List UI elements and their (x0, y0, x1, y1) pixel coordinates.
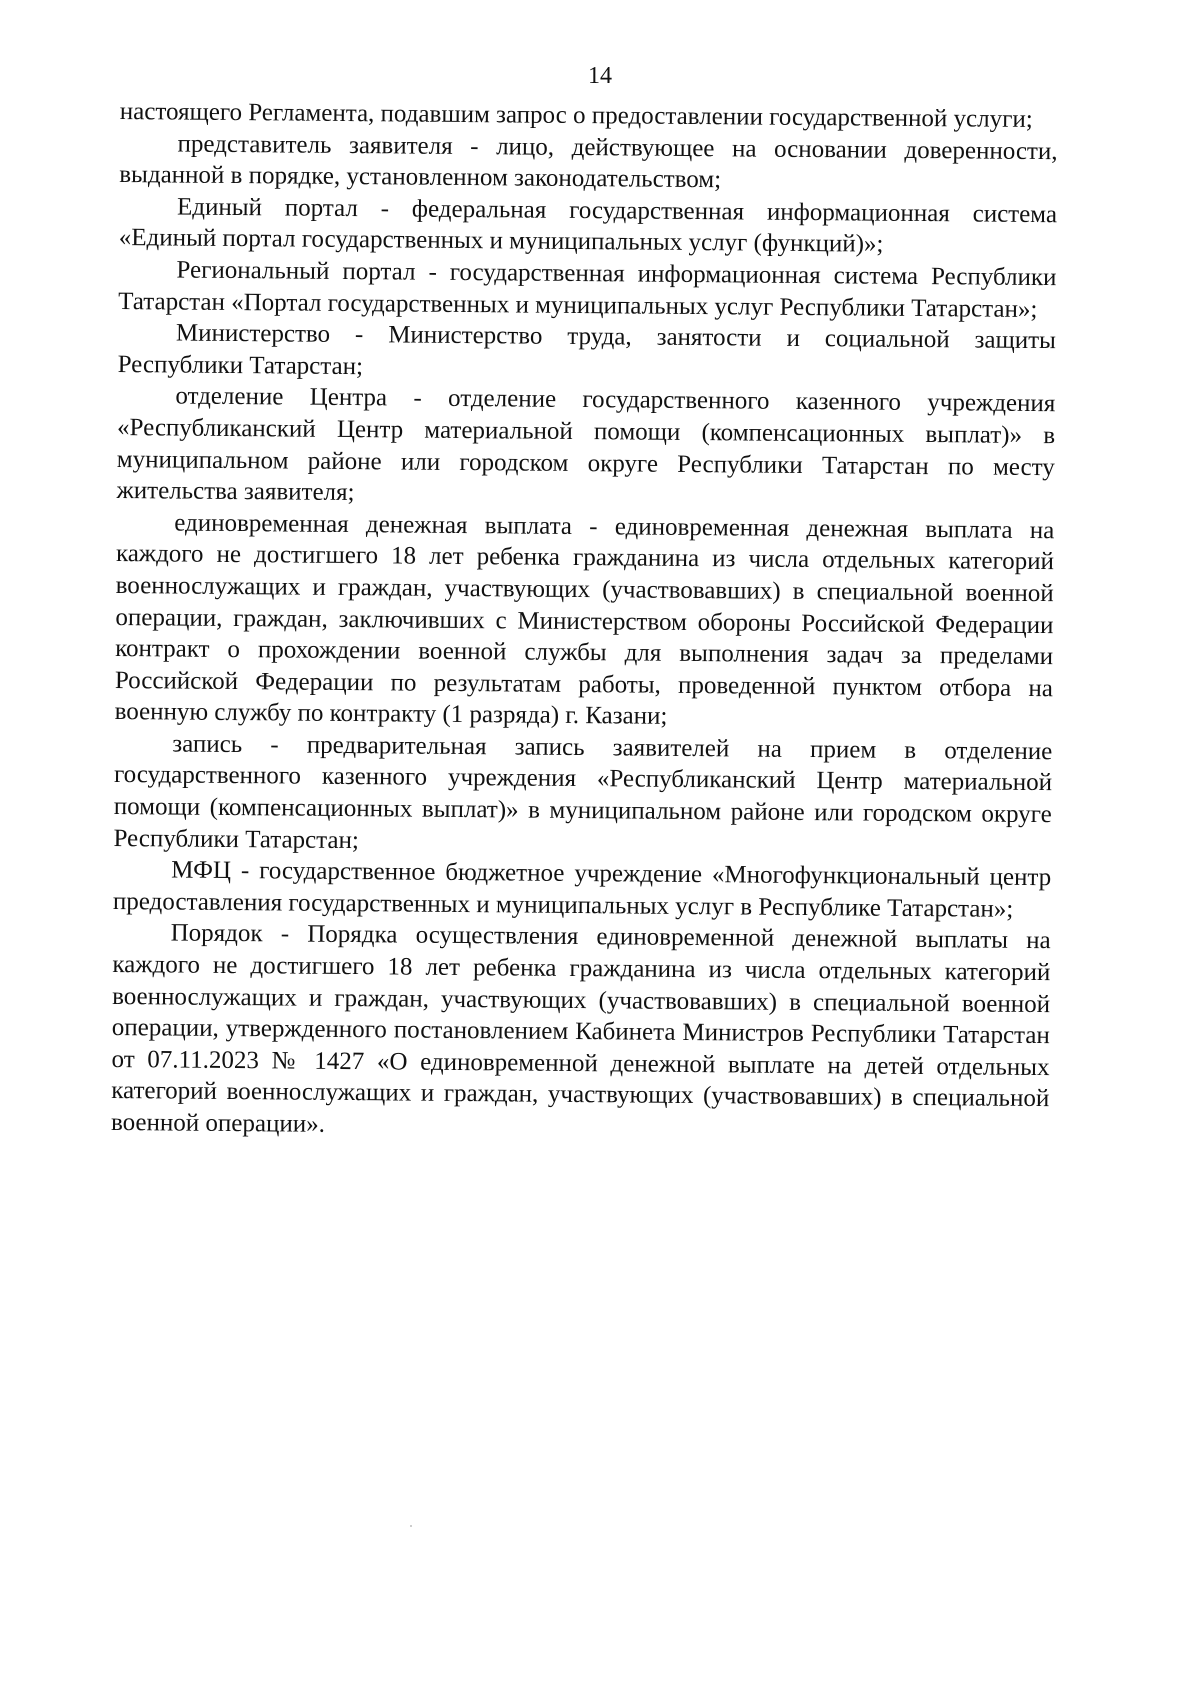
paragraph-applicant-continuation: настоящего Регламента, подавшим запрос о предоставлении государственной услуги; (119, 97, 1033, 133)
page-number: 14 (588, 63, 612, 89)
paragraph-center-branch: отделение Центра - отделение государственного казенного учреждения «Республиканский Центр материальной помощи (компенсационных выплат)» в муниципальном районе или городском округе Республики Татарстан по месту жительства заявителя; (116, 382, 1056, 507)
paragraph-lump-sum-payment: единовременная денежная выплата - единовременная денежная выплата на каждого не достигшего 18 лет ребенка гражданина из числа отдельных категорий военнослужащих и граждан, участвующих (участвовавших) в специальной военной операции, граждан, заключивших с Министерством обороны Российской Федерации контракт о прохождении военной службы для выполнения задач за пределами Российской Федерации по результатам работы, проведенной пунктом отбора на военную службу по контракту (1 разряда) г. Казани; (114, 509, 1055, 731)
paragraph-procedure: Порядок - Порядка осуществления единовременной денежной выплаты на каждого не достигшего 18 лет ребенка гражданина из числа отдельных категорий военнослужащих и граждан, участвующих (участвовавших) в специальной военной операции, утвержденного постановлением Кабинета Министров Республики Татарстан от 07.11.2023 № 1427 «О единовременной денежной выплате на детей отдельных категорий военнослужащих и граждан, участвующих (участвовавших) в специальной военной операции». (110, 919, 1051, 1138)
paragraph-ministry: Министерство - Министерство труда, занятости и социальной защиты Республики Татарстан; (117, 319, 1057, 380)
paragraph-applicant-representative: представитель заявителя - лицо, действующее на основании доверенности, выданной в порядке, установленном законодательством; (119, 130, 1058, 194)
scan-artifact (410, 1525, 412, 1527)
paragraph-unified-portal: Единый портал - федеральная государственная информационная система «Единый портал государственных и муниципальных услуг (функций)»; (118, 193, 1058, 259)
paragraph-appointment: запись - предварительная запись заявителей на прием в отделение государственного казенного учреждения «Республиканский Центр материальной помощи (компенсационных выплат)» в муниципальном районе или городском округе Республики Татарстан; (113, 730, 1053, 854)
paragraph-mfc: МФЦ - государственное бюджетное учреждение «Многофункциональный центр предоставления государственных и муниципальных услуг в Республике Татарстан»; (112, 856, 1052, 923)
paragraph-regional-portal: Региональный портал - государственная информационная система Республики Татарстан «Портал государственных и муниципальных услуг Республики Татарстан»; (118, 256, 1057, 323)
document-body (111, 96, 1058, 1147)
